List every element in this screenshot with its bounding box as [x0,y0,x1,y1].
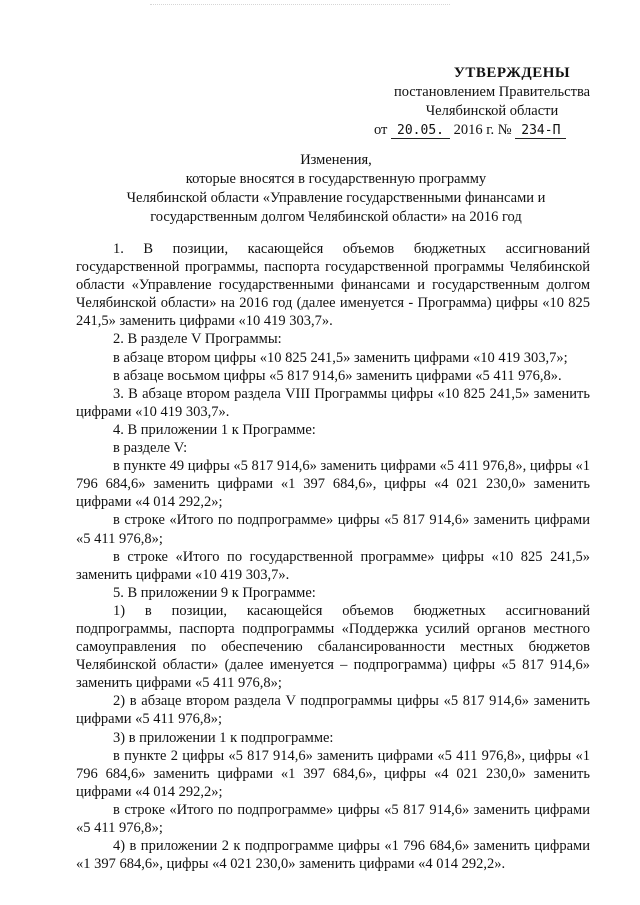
paragraph: в пункте 49 цифры «5 817 914,6» заменить цифрами «5 411 976,8», цифры «1 796 684,6» заменить цифрами «1 397 684,6», цифры «4 021 230,0» заменить цифрами «4 014 292,2»; [76,458,590,511]
document-heading [76,151,596,227]
scan-artifact [150,4,450,7]
heading-line-4: государственным долгом Челябинской области» на 2016 год [150,209,522,225]
document-body [76,240,590,873]
date-value: 20.05. [391,123,450,139]
paragraph: 5. В приложении 9 к Программе: [113,584,316,601]
paragraph: в абзаце восьмом цифры «5 817 914,6» заменить цифрами «5 411 976,8». [113,367,562,384]
number-value: 234-П [515,123,566,139]
paragraph: 4. В приложении 1 к Программе: [113,421,316,438]
paragraph: в разделе V: [113,440,188,457]
year-text: 2016 г. № [453,122,512,138]
paragraph: в пункте 2 цифры «5 817 914,6» заменить цифрами «5 411 976,8», цифры «1 796 684,6» заменить цифрами «1 397 684,6», цифры «4 021 230,0» заменить цифрами «4 014 292,2»; [76,747,590,800]
heading-line-1: Изменения, [300,152,372,168]
paragraph: 1) в позиции, касающейся объемов бюджетных ассигнований подпрограммы, паспорта подпрограммы «Поддержка усилий органов местного самоуправления по обеспечению сбалансированности местных бюджетов Челябинской области» (далее именуется – подпрограмма) цифры «5 817 914,6» заменить цифрами «5 411 976,8»; [76,602,590,692]
paragraph: в абзаце втором цифры «10 825 241,5» заменить цифрами «10 419 303,7»; [113,349,568,366]
approval-line-1: постановлением Правительства [393,84,591,100]
approval-line-2: Челябинской области [425,103,559,119]
approval-title: УТВЕРЖДЕНЫ [453,65,571,81]
paragraph: в строке «Итого по подпрограмме» цифры «5 817 914,6» заменить цифрами «5 411 976,8»; [76,512,590,547]
heading-line-3: Челябинской области «Управление государственными финансами и [126,190,546,206]
date-prefix: от [374,122,388,138]
heading-line-2: которые вносятся в государственную программу [185,171,487,187]
paragraph: 4) в приложении 2 к подпрограмме цифры «1 796 684,6» заменить цифрами «1 397 684,6», цифры «4 021 230,0» заменить цифрами «4 014 292,2». [76,838,590,873]
approval-block [372,64,612,140]
paragraph: 2) в абзаце втором раздела V подпрограммы цифры «5 817 914,6» заменить цифрами «5 411 976,8»; [76,693,590,728]
paragraph: 3) в приложении 1 к подпрограмме: [113,729,334,746]
paragraph: 3. В абзаце втором раздела VIII Программы цифры «10 825 241,5» заменить цифрами «10 419 303,7». [76,385,590,420]
paragraph: 2. В разделе V Программы: [113,331,282,348]
paragraph: в строке «Итого по подпрограмме» цифры «5 817 914,6» заменить цифрами «5 411 976,8»; [76,801,590,836]
approval-date-line [372,121,612,140]
paragraph: 1. В позиции, касающейся объемов бюджетных ассигнований государственной программы, паспорта государственной программы Челябинской области «Управление государственными финансами и государственным долгом Челябинской области» на 2016 год (далее именуется - Программа) цифры «10 825 241,5» заменить цифрами «10 419 303,7». [76,241,590,330]
paragraph: в строке «Итого по государственной программе» цифры «10 825 241,5» заменить цифрами «10 419 303,7». [76,548,590,583]
